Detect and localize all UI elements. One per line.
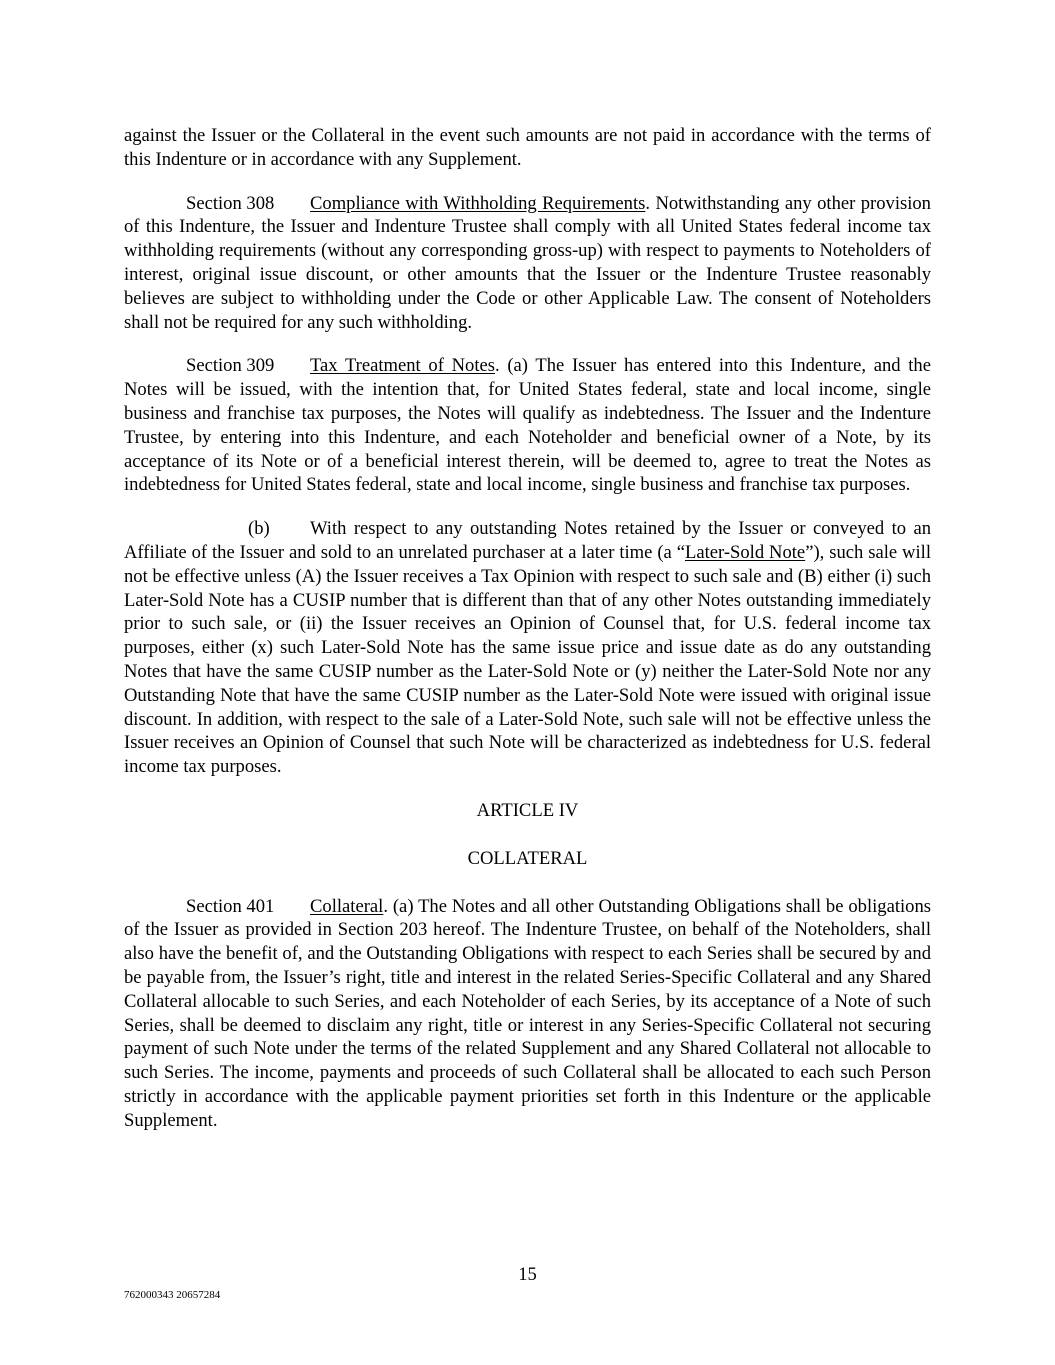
section-309b-body-before: With respect to any outstanding Notes retained by the Issuer or conveyed to an Affiliate of the Issuer and sold to an unrelated purchaser at a later time (a “ [124, 518, 931, 563]
article-heading: ARTICLE IV [476, 799, 579, 821]
section-401-title: Collateral [310, 895, 384, 917]
document-body [124, 124, 931, 1152]
defined-term-later-sold-note: Later-Sold Note [684, 541, 806, 563]
section-401-paragraph [124, 895, 931, 1133]
page-number: 15 [518, 1264, 537, 1285]
section-309-label: Section 309 [186, 355, 275, 377]
section-309b-paragraph [124, 517, 931, 779]
document-id: 762000343 20657284 [124, 1289, 221, 1301]
section-308-title: Compliance with Withholding Requirements [310, 192, 646, 214]
section-401-label: Section 401 [186, 895, 275, 917]
section-309b-label: (b) [248, 518, 270, 540]
section-309-paragraph [124, 354, 931, 497]
section-308-body: . Notwithstanding any other provision of this Indenture, the Issuer and Indenture Trustee shall comply with all United States federal income tax withholding requirements (without any corresponding gross-up) with respect to payments to Noteholders of interest, original issue discount, or other amounts that the Issuer or the Indenture Trustee reasonably believes are subject to withholding under the Code or other Applicable Law. The consent of Noteholders shall not be required for any such withholding. [124, 192, 931, 333]
section-308-paragraph [124, 192, 931, 335]
section-309-body: . (a) The Issuer has entered into this Indenture, and the Notes will be issued, with the intention that, for United States federal, state and local income, single business and franchise tax purposes, the Notes will qualify as indebtedness. The Issuer and the Indenture Trustee, by entering into this Indenture, and each Noteholder and beneficial owner of a Note, by its acceptance of its Note or of a beneficial interest therein, will be deemed to, agree to treat the Notes as indebtedness for United States federal, state and local income, single business and franchise tax purposes. [124, 355, 931, 496]
section-401-body: . (a) The Notes and all other Outstanding Obligations shall be obligations of the Issuer as provided in Section 203 hereof. The Indenture Trustee, on behalf of the Noteholders, shall also have the benefit of, and the Outstanding Obligations with respect to each Series shall be secured by and be payable from, the Issuer’s right, title and interest in the related Series-Specific Collateral and any Shared Collateral allocable to such Series, and each Noteholder of each Series, by its acceptance of a Note of such Series, shall be deemed to disclaim any right, title or interest in any Series-Specific Collateral not securing payment of such Note under the terms of the related Supplement and any Shared Collateral not allocable to such Series. The income, payments and proceeds of such Collateral shall be allocated to each such Person strictly in accordance with the applicable payment priorities set forth in this Indenture or the applicable Supplement. [124, 895, 931, 1131]
section-309b-body-after: ”), such sale will not be effective unless (A) the Issuer receives a Tax Opinion with respect to such sale and (B) either (i) such Later-Sold Note has a CUSIP number that is different than that of any other Notes outstanding immediately prior to such sale, or (ii) the Issuer receives an Opinion of Counsel that, for U.S. federal income tax purposes, either (x) such Later-Sold Note has the same issue price and issue date as do any outstanding Notes that have the same CUSIP number as the Later-Sold Note or (y) neither the Later-Sold Note nor any Outstanding Note that have the same CUSIP number as the Later-Sold Note were issued with original issue discount. In addition, with respect to the sale of a Later-Sold Note, such sale will not be effective unless the Issuer receives an Opinion of Counsel that such Note will be characterized as indebtedness for U.S. federal income tax purposes. [124, 541, 931, 778]
article-title: COLLATERAL [467, 847, 588, 869]
section-308-label: Section 308 [186, 192, 275, 214]
section-309-title: Tax Treatment of Notes [310, 355, 495, 377]
intro-paragraph: against the Issuer or the Collateral in the event such amounts are not paid in accordance with the terms of this Indenture or in accordance with any Supplement. [124, 125, 931, 170]
